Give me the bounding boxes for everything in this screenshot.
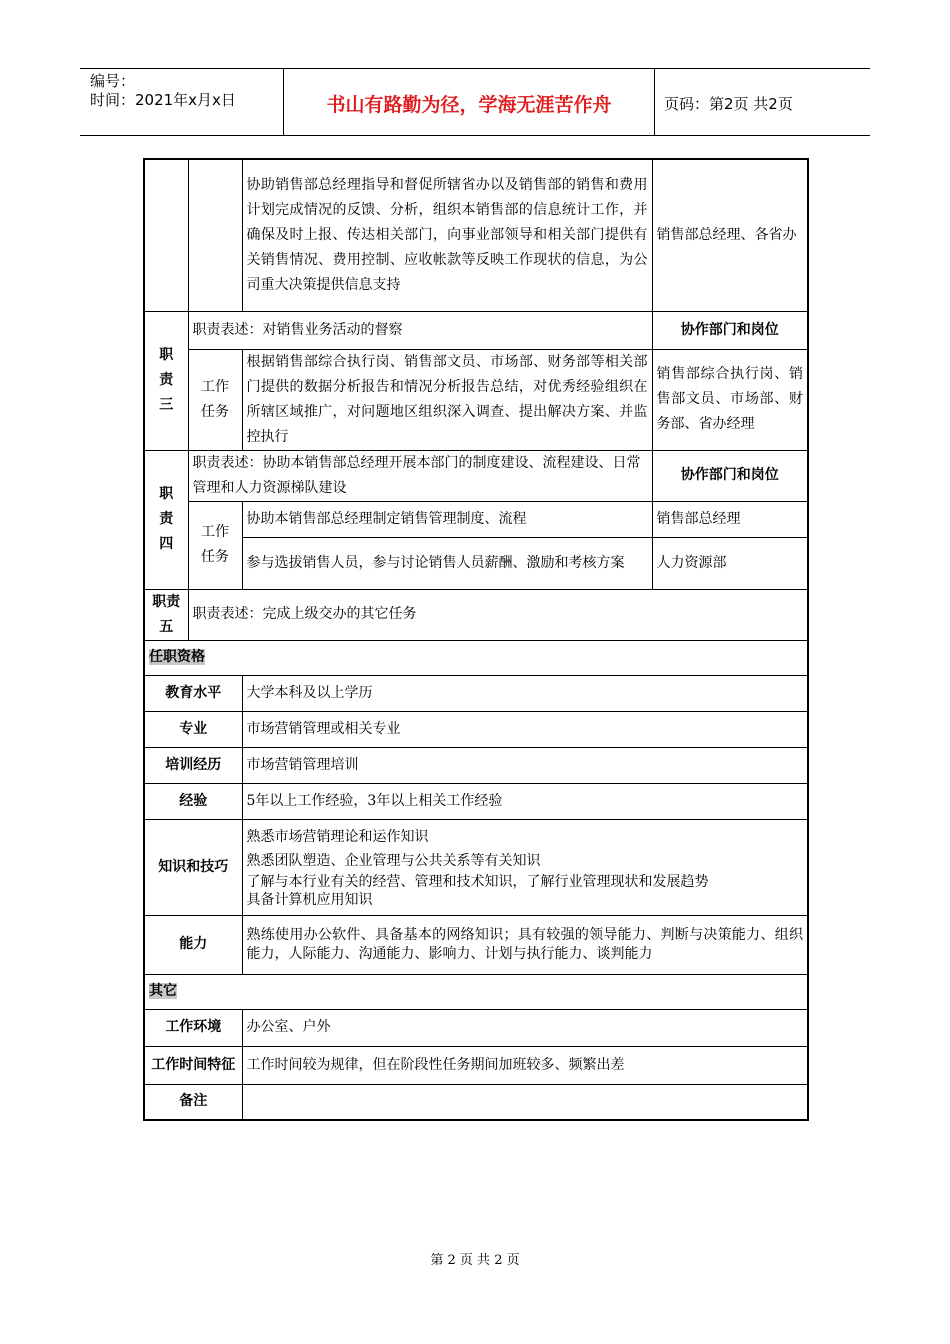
duty4-coop2: 人力资源部 [652, 537, 808, 589]
duty-continued-sub-cell [188, 159, 242, 311]
experience-label: 经验 [144, 783, 242, 819]
header-divider-right [654, 68, 655, 136]
other-section-row [144, 974, 808, 1009]
duty4-coop-header: 协作部门和岗位 [652, 450, 808, 501]
duty3-work-task-label: 工作任务 [188, 349, 242, 450]
duty-continued-label-cell [144, 159, 188, 311]
work-time-row [144, 1046, 808, 1084]
qualification-row [144, 783, 808, 819]
duty3-coop-header: 协作部门和岗位 [652, 311, 808, 349]
duty4-coop1: 销售部总经理 [652, 501, 808, 537]
work-time-label: 工作时间特征 [144, 1046, 242, 1084]
duty-continued-row [144, 159, 808, 311]
duty4-label: 职责四 [144, 450, 188, 589]
knowledge-line: 熟悉团队塑造、企业管理与公共关系等有关知识 [246, 853, 541, 869]
experience-value: 5年以上工作经验，3年以上相关工作经验 [242, 783, 808, 819]
knowledge-line: 了解与本行业有关的经营、管理和技术知识，了解行业管理现状和发展趋势 [246, 874, 709, 890]
header-motto: 书山有路勤为径，学海无涯苦作舟 [326, 94, 612, 116]
qualifications-section-row [144, 640, 808, 675]
duty4-task1-row [144, 501, 808, 537]
duty4-task2: 参与选拔销售人员，参与讨论销售人员薪酬、激励和考核方案 [242, 537, 652, 589]
duty3-task-row [144, 349, 808, 450]
knowledge-line: 熟悉市场营销理论和运作知识 [246, 829, 429, 845]
duty5-row [144, 589, 808, 640]
header-bottom-rule [80, 135, 870, 136]
ability-row [144, 915, 808, 974]
work-environment-row [144, 1009, 808, 1046]
duty3-desc: 职责表述：对销售业务活动的督察 [188, 311, 652, 349]
note-row [144, 1084, 808, 1120]
duty5-desc: 职责表述：完成上级交办的其它任务 [188, 589, 808, 640]
duty3-coop: 销售部综合执行岗、销售部文员、市场部、财务部、省办经理 [652, 349, 808, 450]
work-environment-value: 办公室、户外 [242, 1009, 808, 1046]
duty4-task1: 协助本销售部总经理制定销售管理制度、流程 [242, 501, 652, 537]
note-label: 备注 [144, 1084, 242, 1120]
job-description-table [143, 158, 809, 1121]
qualification-row [144, 747, 808, 783]
duty-continued-task: 协助销售部总经理指导和督促所辖省办以及销售部的销售和费用计划完成情况的反馈、分析，组织本销售部的信息统计工作，并确保及时上报、传达相关部门，向事业部领导和相关部门提供有关销售情况、费用控制、应收帐款等反映工作现状的信息，为公司重大决策提供信息支持 [242, 159, 652, 311]
note-value [242, 1084, 808, 1120]
education-value: 大学本科及以上学历 [242, 675, 808, 711]
header-page-label: 页码：第2页 共2页 [664, 95, 793, 113]
major-label: 专业 [144, 711, 242, 747]
duty4-work-task-label: 工作任务 [188, 501, 242, 589]
duty4-task2-row [144, 537, 808, 589]
qualifications-section-title: 任职资格 [144, 640, 808, 675]
work-time-value: 工作时间较为规律，但在阶段性任务期间加班较多、频繁出差 [242, 1046, 808, 1084]
duty4-desc-row [144, 450, 808, 501]
ability-label: 能力 [144, 915, 242, 974]
knowledge-label: 知识和技巧 [144, 819, 242, 915]
duty5-label: 职责五 [144, 589, 188, 640]
work-environment-label: 工作环境 [144, 1009, 242, 1046]
training-value: 市场营销管理培训 [242, 747, 808, 783]
header-number-label: 编号： [90, 72, 136, 90]
footer-page-number: 第 2 页 共 2 页 [430, 1253, 520, 1268]
header-time-label: 时间：2021年x月x日 [90, 91, 236, 109]
duty4-desc: 职责表述：协助本销售部总经理开展本部门的制度建设、流程建设、日常管理和人力资源梯队建设 [188, 450, 652, 501]
knowledge-row [144, 819, 808, 915]
duty3-task: 根据销售部综合执行岗、销售部文员、市场部、财务部等相关部门提供的数据分析报告和情况分析报告总结，对优秀经验组织在所辖区域推广，对问题地区组织深入调查、提出解决方案、并监控执行 [242, 349, 652, 450]
other-section-title: 其它 [144, 974, 808, 1009]
qualification-row [144, 711, 808, 747]
ability-value: 熟练使用办公软件、具备基本的网络知识；具有较强的领导能力、判断与决策能力、组织能力，人际能力、沟通能力、影响力、计划与执行能力、谈判能力 [242, 915, 808, 974]
knowledge-value [242, 819, 808, 915]
major-value: 市场营销管理或相关专业 [242, 711, 808, 747]
training-label: 培训经历 [144, 747, 242, 783]
header-top-rule [80, 68, 870, 69]
qualification-row [144, 675, 808, 711]
knowledge-line: 具备计算机应用知识 [246, 892, 373, 908]
education-label: 教育水平 [144, 675, 242, 711]
duty3-desc-row [144, 311, 808, 349]
duty-continued-coop: 销售部总经理、各省办 [652, 159, 808, 311]
duty3-label: 职责三 [144, 311, 188, 450]
